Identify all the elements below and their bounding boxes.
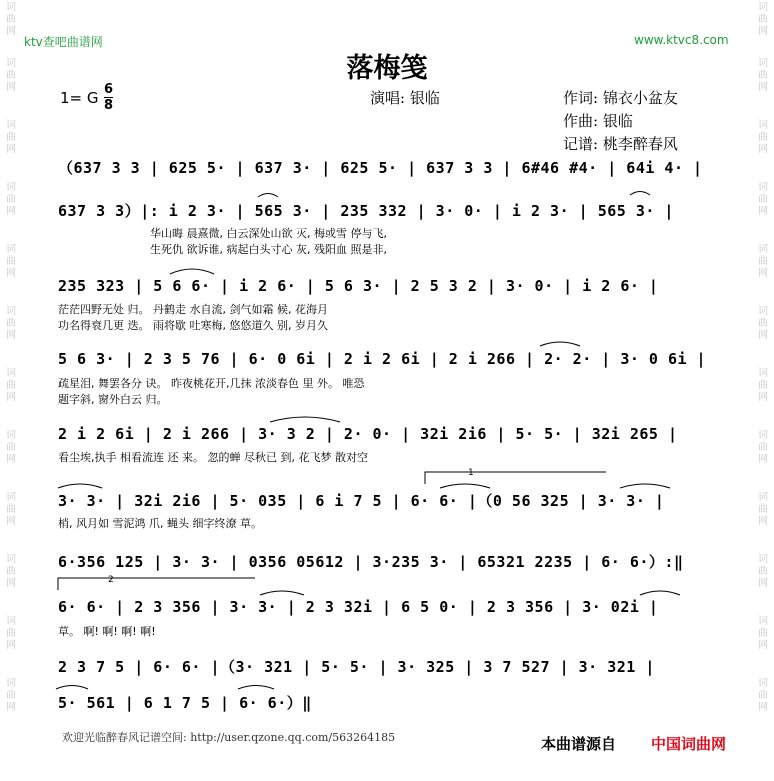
footer-brand-link[interactable]: 中国词曲网 [651,735,727,753]
notation-row-10: 5· 561 | 6 1 7 5 | 6· 6·）‖ [58,694,312,712]
slur-4 [270,417,340,422]
volta-1-bracket [425,472,606,484]
footer-source-label: 本曲谱源自 [541,735,617,753]
lyricist-credit: 作词: 锦衣小盆友 [563,89,678,107]
slur-5 [540,342,580,346]
watermark-right-11: 词曲网 [758,616,768,651]
meter-denominator: 8 [104,98,114,113]
watermark-right-10: 词曲网 [758,554,768,589]
meter-numerator: 6 [104,82,114,97]
slur-2 [170,269,214,274]
watermark-left-4: 词曲网 [6,182,16,217]
singer-credit: 演唱: 银临 [370,89,440,107]
watermark-left-7: 词曲网 [6,368,16,403]
transcriber-credit: 记谱: 桃李醉春风 [563,135,678,153]
watermark-left-3: 词曲网 [6,120,16,155]
notation-row-8: 6· 6· | 2 3 356 | 3· 3· | 2 3 32i | 6 5 0· | 2 3 356 | 3· 02i | [58,598,659,616]
slur-3 [630,192,650,196]
lyrics-row-4a: 疏星泪, 舞罢各分 诀。 昨夜桃花开,几抹 浓淡春色 里 外。 唯恐 [58,377,365,390]
lyrics-row-3b: 功名得衰几更 迭。 雨将歇 吐寒梅, 悠悠道久 别, 岁月久 [58,319,328,332]
watermark-left-12: 词曲网 [6,678,16,713]
slur-6 [58,484,102,488]
watermark-right-6: 词曲网 [758,306,768,341]
watermark-right-8: 词曲网 [758,430,768,465]
slur-12 [238,686,274,690]
slur-1 [258,194,278,198]
site-name-left[interactable]: ktv查吧曲谱网 [24,35,103,49]
lyrics-row-4b: 题字斜, 窗外白云 归。 [58,393,168,406]
notation-row-5: 2 i 2 6i | 2 i 266 | 3· 3 2 | 2· 0· | 32i 2i6 | 5· 5· | 32i 265 | [58,425,678,443]
slur-8 [620,484,670,488]
lyrics-row-5a: 看尘埃,执手 相看流连 还 来。 忽的蝉 尽秋已 到, 花飞梦 散对空 [58,451,368,464]
lyrics-row-3a: 茫茫四野无处 归。 丹鹤走 水自流, 剑气如霜 候, 花海月 [58,303,328,316]
notation-row-2: 637 3 3）|: i 2 3· | 565 3· | 235 332 | 3· 0· | i 2 3· | 565 3· | [58,202,674,220]
watermark-right-2: 词曲网 [758,58,768,93]
footer-visit-link[interactable]: 欢迎光临醉春风记谱空间: http://user.qzone.qq.com/563264185 [62,731,396,744]
lyrics-row-6a: 梢, 风月如 雪泥鸿 爪, 蝇头 细字终潦 草。 [58,517,262,530]
slur-7 [440,484,490,488]
watermark-left-2: 词曲网 [6,58,16,93]
watermark-right-7: 词曲网 [758,368,768,403]
watermark-right-9: 词曲网 [758,492,768,527]
site-url-right[interactable]: www.ktvc8.com [634,33,729,47]
watermark-left-6: 词曲网 [6,306,16,341]
notation-row-4: 5 6 3· | 2 3 5 76 | 6· 0 6i | 2 i 2 6i | 2 i 266 | 2· 2· | 3· 0 6i | [58,350,707,368]
notation-row-7: 6·356 125 | 3· 3· | 0356 05612 | 3·235 3· | 65321 2235 | 6· 6·）:‖ [58,553,684,571]
watermark-left-8: 词曲网 [6,430,16,465]
volta-2-label: 2 [108,575,114,585]
key-signature: 1= G [60,89,99,107]
volta-1-label: 1 [468,468,474,478]
watermark-right-4: 词曲网 [758,182,768,217]
watermark-left-9: 词曲网 [6,492,16,527]
watermark-left-10: 词曲网 [6,554,16,589]
watermark-left-1: 词曲网 [6,2,16,37]
watermark-right-12: 词曲网 [758,678,768,713]
slur-11 [56,686,88,690]
composer-credit: 作曲: 银临 [563,112,633,130]
watermark-right-1: 词曲网 [758,2,768,37]
slur-9 [260,591,304,595]
notation-row-3: 235 323 | 5 6 6· | i 2 6· | 5 6 3· | 2 5 3 2 | 3· 0· | i 2 6· | [58,277,659,295]
slur-10 [640,591,680,595]
volta-2-bracket [58,578,255,590]
lyrics-row-2b: 生死仇 欲诉谁, 病起白头寸心 灰, 残阳血 照是非, [150,243,387,256]
lyrics-row-8a: 草。 啊! 啊! 啊! 啊! [58,625,156,638]
notation-row-6: 3· 3· | 32i 2i6 | 5· 035 | 6 i 7 5 | 6· 6· |（0 56 325 | 3· 3· | [58,492,665,510]
notation-row-9: 2 3 7 5 | 6· 6· |（3· 321 | 5· 5· | 3· 325 | 3 7 527 | 3· 321 | [58,658,655,676]
lyrics-row-2a: 华山晦 晨熹微, 白云深处山欲 灭, 梅或雪 停与飞, [150,227,387,240]
watermark-right-5: 词曲网 [758,244,768,279]
watermark-right-3: 词曲网 [758,120,768,155]
notation-row-1: （637 3 3 | 625 5· | 637 3· | 625 5· | 637 3 3 | 6#46 #4· | 64i 4· | [58,159,703,177]
song-title: 落梅笺 [346,53,428,84]
watermark-left-5: 词曲网 [6,244,16,279]
watermark-left-11: 词曲网 [6,616,16,651]
